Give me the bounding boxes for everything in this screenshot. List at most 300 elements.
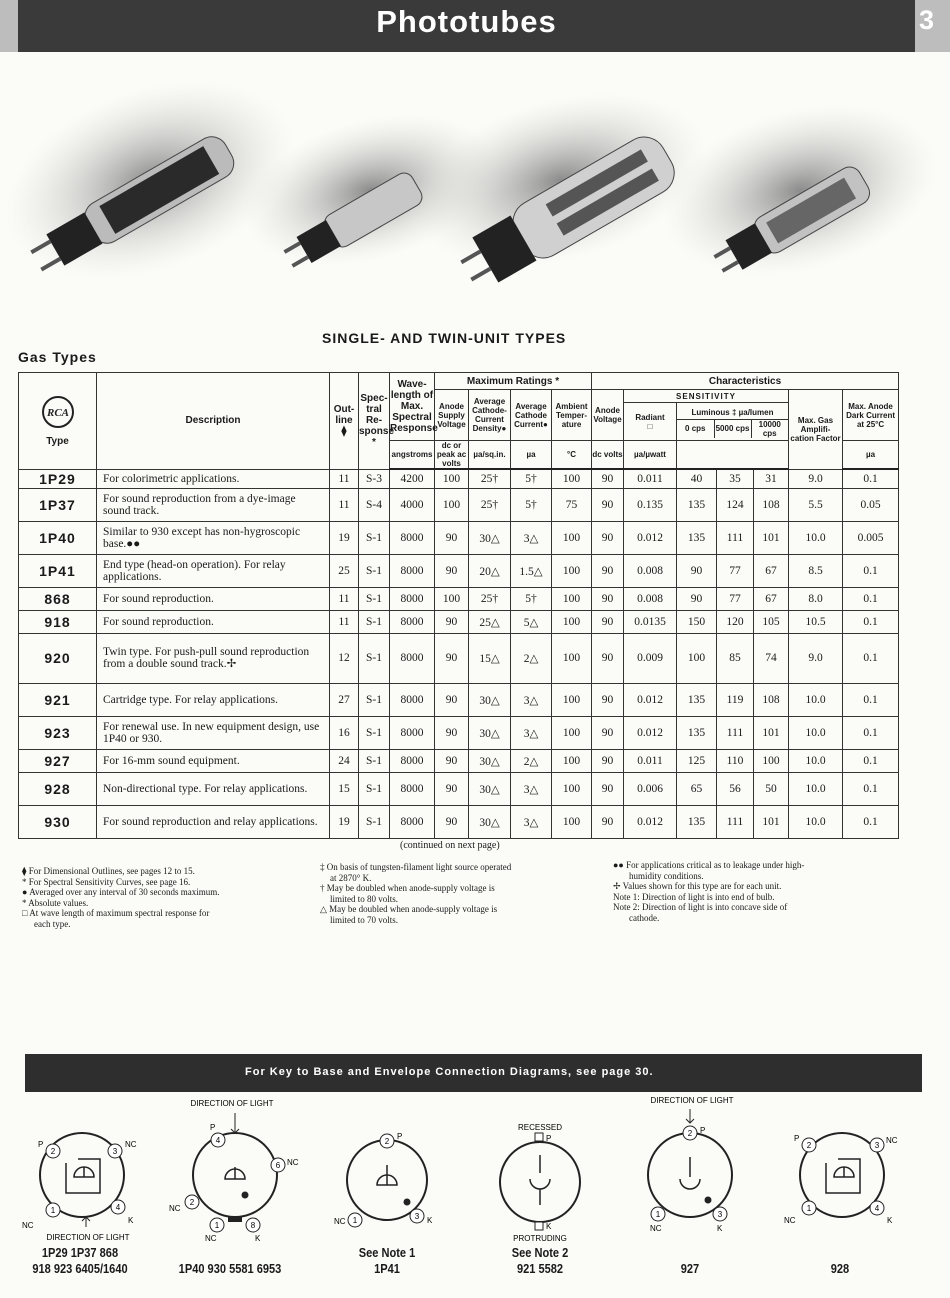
value-cell-wave: 8000 (390, 554, 435, 587)
tube-type-cell: 918 (19, 610, 97, 633)
tube-type-cell: 868 (19, 587, 97, 610)
value-cell-radiant: 0.008 (624, 587, 677, 610)
pin-label: NC (650, 1224, 662, 1233)
tube-type-cell: 928 (19, 772, 97, 805)
description-cell: Cartridge type. For relay applications. (97, 683, 330, 716)
avg-density-header: Average Cathode- Current Density● (469, 390, 511, 441)
characteristics-header: Characteristics (592, 373, 899, 390)
value-cell-density: 25△ (469, 610, 511, 633)
tube-type-cell: 921 (19, 683, 97, 716)
value-cell-outline: 16 (330, 716, 359, 749)
table-body (19, 469, 899, 838)
avg-density-unit: µa/sq.in. (469, 441, 511, 470)
anode-voltage-header: Anode Voltage (592, 390, 624, 441)
key-banner-text: For Key to Base and Envelope Connection Diagrams, see page 30. (245, 1066, 654, 1078)
value-cell-spectral: S-1 (359, 772, 390, 805)
protruding-label: PROTRUDING (513, 1234, 567, 1243)
value-cell-l5000: 124 (717, 488, 754, 521)
value-cell-current: 5† (511, 587, 552, 610)
description-header: Description (97, 373, 330, 470)
pin-label: K (255, 1234, 261, 1243)
table-row (19, 521, 899, 554)
value-cell-anode: 90 (592, 683, 624, 716)
diagram-caption: 921 5582 (516, 1261, 564, 1276)
value-cell-current: 3△ (511, 716, 552, 749)
page-number: 3 (918, 5, 934, 35)
base-diagram-4 (460, 1095, 620, 1295)
value-cell-gas: 8.5 (789, 554, 843, 587)
description-cell: For colorimetric applications. (97, 469, 330, 488)
footnote: humidity conditions. (629, 870, 704, 881)
value-cell-anode: 90 (592, 554, 624, 587)
pin-number: 6 (275, 1161, 281, 1170)
value-cell-dark: 0.1 (843, 554, 899, 587)
luminous-header-label: Luminous ‡ µa/lumen (677, 406, 788, 420)
radiant-header (624, 403, 677, 441)
value-cell-ambient: 100 (552, 772, 592, 805)
value-cell-anode: 90 (592, 587, 624, 610)
value-cell-spectral: S-1 (359, 749, 390, 772)
value-cell-supply: 100 (435, 488, 469, 521)
value-cell-anode: 90 (592, 772, 624, 805)
value-cell-outline: 11 (330, 587, 359, 610)
luminous-subheaders (677, 420, 788, 438)
footnote: ✢ Values shown for this type are for each unit. (613, 881, 782, 891)
value-cell-l5000: 110 (717, 749, 754, 772)
description-cell: For sound reproduction. (97, 587, 330, 610)
value-cell-dark: 0.1 (843, 749, 899, 772)
value-cell-dark: 0.1 (843, 805, 899, 838)
pin-label: NC (205, 1234, 217, 1243)
value-cell-spectral: S-1 (359, 521, 390, 554)
value-cell-anode: 90 (592, 469, 624, 488)
value-cell-density: 25† (469, 469, 511, 488)
value-cell-l0: 65 (677, 772, 717, 805)
footnote: Note 1: Direction of light is into end of bulb. (613, 891, 775, 902)
diagram-caption: 927 (680, 1261, 700, 1276)
value-cell-current: 2△ (511, 749, 552, 772)
value-cell-ambient: 100 (552, 749, 592, 772)
wavelength-unit: angstroms (390, 441, 435, 470)
pin-number: 1 (352, 1216, 358, 1225)
diagram-caption: See Note 1 (358, 1245, 416, 1260)
value-cell-ambient: 100 (552, 469, 592, 488)
diagram-caption: 1P41 (374, 1261, 400, 1276)
footnote: † May be doubled when anode-supply voltage is (320, 883, 495, 893)
pin-label: NC (22, 1221, 34, 1230)
value-cell-ambient: 100 (552, 805, 592, 838)
footnote: Note 2: Direction of light is into concave side of (613, 902, 788, 912)
pin-number: 2 (806, 1141, 812, 1150)
footnote: ‡ On basis of tungsten-filament light source operated (320, 862, 512, 872)
dark-current-header: Max. Anode Dark Current at 25°C (843, 390, 899, 441)
value-cell-l10000: 67 (754, 554, 789, 587)
spectral-header-label: Spec- tral Re- sponse (359, 393, 395, 438)
value-cell-supply: 90 (435, 610, 469, 633)
value-cell-l10000: 101 (754, 716, 789, 749)
value-cell-l0: 100 (677, 633, 717, 683)
value-cell-density: 25† (469, 488, 511, 521)
value-cell-l0: 150 (677, 610, 717, 633)
value-cell-l5000: 120 (717, 610, 754, 633)
value-cell-radiant: 0.012 (624, 716, 677, 749)
value-cell-ambient: 100 (552, 587, 592, 610)
base-diagram-svg (307, 1095, 467, 1245)
base-diagram-5 (610, 1095, 770, 1295)
table-row (19, 716, 899, 749)
value-cell-wave: 8000 (390, 772, 435, 805)
value-cell-outline: 11 (330, 469, 359, 488)
value-cell-l10000: 100 (754, 749, 789, 772)
pin-label: K (128, 1216, 134, 1225)
value-cell-l5000: 85 (717, 633, 754, 683)
value-cell-l0: 135 (677, 521, 717, 554)
value-cell-anode: 90 (592, 805, 624, 838)
value-cell-l0: 90 (677, 587, 717, 610)
description-cell: For sound reproduction from a dye-image sound track. (97, 488, 330, 521)
value-cell-anode: 90 (592, 633, 624, 683)
avg-current-unit: µa (511, 441, 552, 470)
value-cell-anode: 90 (592, 488, 624, 521)
value-cell-supply: 90 (435, 805, 469, 838)
value-cell-l10000: 67 (754, 587, 789, 610)
value-cell-l10000: 101 (754, 805, 789, 838)
description-cell: For sound reproduction. (97, 610, 330, 633)
pin-label: P (794, 1134, 800, 1143)
table-row (19, 749, 899, 772)
value-cell-l0: 125 (677, 749, 717, 772)
table-row (19, 633, 899, 683)
value-cell-wave: 8000 (390, 749, 435, 772)
value-cell-l5000: 35 (717, 469, 754, 488)
value-cell-current: 3△ (511, 683, 552, 716)
value-cell-ambient: 100 (552, 716, 592, 749)
description-cell: Similar to 930 except has non-hygroscopic base.●● (97, 521, 330, 554)
value-cell-density: 30△ (469, 683, 511, 716)
header-band (18, 0, 915, 52)
value-cell-l5000: 77 (717, 587, 754, 610)
type-header-label: Type (46, 436, 69, 448)
value-cell-l0: 90 (677, 554, 717, 587)
base-diagram-svg (150, 1095, 310, 1245)
pin-label: K (546, 1222, 552, 1231)
pin-label: P (546, 1134, 552, 1143)
value-cell-wave: 8000 (390, 683, 435, 716)
dark-current-unit: µa (843, 441, 899, 470)
value-cell-anode: 90 (592, 521, 624, 554)
value-cell-wave: 8000 (390, 805, 435, 838)
pin-number: 3 (717, 1210, 723, 1219)
footnotes-col-1 (22, 866, 219, 929)
footnotes-col-2 (320, 862, 511, 925)
value-cell-anode: 90 (592, 749, 624, 772)
max-gas-header: Max. Gas Amplifi- cation Factor (789, 390, 843, 470)
continued-note: (continued on next page) (400, 840, 500, 851)
avg-current-header: Average Cathode Current● (511, 390, 552, 441)
pin-number: 1 (655, 1210, 661, 1219)
value-cell-dark: 0.1 (843, 610, 899, 633)
pin-label: NC (169, 1204, 181, 1213)
base-diagram-6 (760, 1095, 920, 1295)
table-row (19, 587, 899, 610)
value-cell-l10000: 108 (754, 683, 789, 716)
tube-type-cell: 927 (19, 749, 97, 772)
spectral-mark: * (372, 437, 376, 449)
lum-5000-header: 5000 cps (714, 420, 751, 438)
outline-header-label: Out- line (333, 404, 355, 427)
value-cell-dark: 0.1 (843, 469, 899, 488)
recessed-label: RECESSED (517, 1123, 563, 1132)
value-cell-wave: 4200 (390, 469, 435, 488)
pin-number: 2 (384, 1137, 390, 1146)
value-cell-dark: 0.05 (843, 488, 899, 521)
footnote: at 2870° K. (330, 872, 372, 883)
value-cell-dark: 0.1 (843, 587, 899, 610)
pin-number: 4 (215, 1136, 221, 1145)
value-cell-gas: 9.0 (789, 633, 843, 683)
value-cell-l0: 135 (677, 683, 717, 716)
value-cell-radiant: 0.011 (624, 749, 677, 772)
value-cell-l5000: 111 (717, 805, 754, 838)
tube-type-cell: 920 (19, 633, 97, 683)
pin-number: 2 (687, 1129, 693, 1138)
pin-label: NC (784, 1216, 796, 1225)
description-cell: Non-directional type. For relay applications. (97, 772, 330, 805)
value-cell-supply: 90 (435, 521, 469, 554)
pin-number: 1 (806, 1204, 812, 1213)
tube-type-cell: 923 (19, 716, 97, 749)
footnote: each type. (34, 918, 71, 929)
value-cell-density: 30△ (469, 521, 511, 554)
value-cell-outline: 25 (330, 554, 359, 587)
table-row (19, 469, 899, 488)
pin-number: 8 (250, 1221, 256, 1230)
value-cell-dark: 0.1 (843, 633, 899, 683)
pin-label: NC (287, 1158, 299, 1167)
diagram-caption: 918 923 6405/1640 (32, 1261, 128, 1276)
diagram-caption: 1P40 930 5581 6953 (178, 1261, 282, 1276)
tube-type-cell: 930 (19, 805, 97, 838)
anode-voltage-unit: dc volts (592, 441, 624, 470)
radiant-mark: □ (647, 421, 653, 431)
value-cell-density: 30△ (469, 749, 511, 772)
outline-mark: ⧫ (341, 426, 347, 438)
value-cell-dark: 0.1 (843, 683, 899, 716)
table-row (19, 772, 899, 805)
value-cell-current: 5† (511, 488, 552, 521)
value-cell-radiant: 0.135 (624, 488, 677, 521)
rca-logo (41, 395, 75, 429)
value-cell-ambient: 100 (552, 683, 592, 716)
value-cell-l5000: 77 (717, 554, 754, 587)
footnote: limited to 70 volts. (330, 914, 399, 925)
value-cell-spectral: S-1 (359, 716, 390, 749)
value-cell-outline: 27 (330, 683, 359, 716)
direction-of-light-label: DIRECTION OF LIGHT (46, 1233, 130, 1242)
section-title: SINGLE- AND TWIN-UNIT TYPES (322, 330, 567, 346)
value-cell-radiant: 0.006 (624, 772, 677, 805)
value-cell-radiant: 0.0135 (624, 610, 677, 633)
value-cell-supply: 90 (435, 554, 469, 587)
value-cell-l10000: 105 (754, 610, 789, 633)
lum-0-header: 0 cps (677, 420, 714, 438)
pin-label: K (887, 1216, 893, 1225)
value-cell-l0: 135 (677, 716, 717, 749)
footnote: * Absolute values. (22, 897, 89, 908)
pin-label: K (717, 1224, 723, 1233)
base-diagram-3 (307, 1095, 467, 1295)
value-cell-radiant: 0.011 (624, 469, 677, 488)
base-diagram-1 (0, 1095, 160, 1295)
value-cell-spectral: S-1 (359, 805, 390, 838)
value-cell-supply: 100 (435, 469, 469, 488)
value-cell-wave: 8000 (390, 521, 435, 554)
luminous-unit-spacer (677, 441, 789, 470)
value-cell-gas: 10.0 (789, 683, 843, 716)
value-cell-spectral: S-4 (359, 488, 390, 521)
tube-type-cell: 1P40 (19, 521, 97, 554)
rca-logo-text: RCA (46, 407, 69, 420)
base-diagram-svg (610, 1095, 770, 1245)
value-cell-spectral: S-3 (359, 469, 390, 488)
value-cell-supply: 90 (435, 683, 469, 716)
value-cell-outline: 19 (330, 521, 359, 554)
value-cell-gas: 10.0 (789, 772, 843, 805)
footnote: cathode. (629, 912, 660, 923)
pin-label: K (427, 1216, 433, 1225)
value-cell-anode: 90 (592, 610, 624, 633)
value-cell-spectral: S-1 (359, 610, 390, 633)
pin-number: 3 (112, 1147, 118, 1156)
page-header (0, 0, 950, 52)
value-cell-current: 2△ (511, 633, 552, 683)
max-ratings-header: Maximum Ratings * (435, 373, 592, 390)
pin-label: P (210, 1123, 216, 1132)
direction-of-light-label: DIRECTION OF LIGHT (190, 1099, 274, 1108)
value-cell-supply: 90 (435, 716, 469, 749)
base-diagram-svg (760, 1095, 920, 1245)
pin-number: 3 (414, 1212, 420, 1221)
value-cell-l0: 40 (677, 469, 717, 488)
base-diagram-svg (460, 1095, 620, 1245)
value-cell-l5000: 111 (717, 521, 754, 554)
pin-number: 2 (189, 1198, 195, 1207)
description-cell: For renewal use. In new equipment design, use 1P40 or 930. (97, 716, 330, 749)
value-cell-density: 15△ (469, 633, 511, 683)
value-cell-spectral: S-1 (359, 554, 390, 587)
diagram-caption: 928 (830, 1261, 850, 1276)
pin-label: P (397, 1132, 403, 1141)
tube-type-cell: 1P37 (19, 488, 97, 521)
value-cell-spectral: S-1 (359, 683, 390, 716)
value-cell-radiant: 0.012 (624, 805, 677, 838)
value-cell-density: 30△ (469, 772, 511, 805)
phototubes-photo (0, 70, 950, 310)
pin-number: 3 (874, 1141, 880, 1150)
description-cell: For 16-mm sound equipment. (97, 749, 330, 772)
pin-label: P (38, 1140, 44, 1149)
footnote: limited to 80 volts. (330, 893, 399, 904)
value-cell-dark: 0.1 (843, 772, 899, 805)
anode-supply-unit: dc or peak ac volts (435, 441, 469, 470)
value-cell-gas: 8.0 (789, 587, 843, 610)
pin-number: 4 (874, 1204, 880, 1213)
value-cell-radiant: 0.012 (624, 683, 677, 716)
value-cell-supply: 90 (435, 772, 469, 805)
table-row (19, 683, 899, 716)
ambient-header: Ambient Temper- ature (552, 390, 592, 441)
outline-header (330, 373, 359, 470)
value-cell-l10000: 31 (754, 469, 789, 488)
value-cell-ambient: 100 (552, 610, 592, 633)
value-cell-outline: 19 (330, 805, 359, 838)
value-cell-current: 5† (511, 469, 552, 488)
table-row (19, 488, 899, 521)
subsection-title: Gas Types (18, 349, 97, 365)
tube-type-cell: 1P41 (19, 554, 97, 587)
value-cell-l0: 135 (677, 488, 717, 521)
value-cell-density: 30△ (469, 716, 511, 749)
value-cell-radiant: 0.008 (624, 554, 677, 587)
value-cell-outline: 24 (330, 749, 359, 772)
value-cell-supply: 90 (435, 633, 469, 683)
value-cell-supply: 100 (435, 587, 469, 610)
tube-type-cell: 1P29 (19, 469, 97, 488)
anode-supply-header: Anode Supply Voltage (435, 390, 469, 441)
radiant-header-label: Radiant (635, 412, 665, 422)
table-row (19, 554, 899, 587)
value-cell-wave: 8000 (390, 610, 435, 633)
footnotes-col-3 (613, 860, 804, 923)
value-cell-wave: 8000 (390, 716, 435, 749)
value-cell-gas: 5.5 (789, 488, 843, 521)
pin-label: NC (334, 1217, 346, 1226)
pin-number: 4 (115, 1203, 121, 1212)
description-cell: End type (head-on operation). For relay applications. (97, 554, 330, 587)
value-cell-outline: 11 (330, 488, 359, 521)
value-cell-current: 3△ (511, 772, 552, 805)
value-cell-wave: 4000 (390, 488, 435, 521)
value-cell-outline: 11 (330, 610, 359, 633)
value-cell-dark: 0.1 (843, 716, 899, 749)
value-cell-current: 1.5△ (511, 554, 552, 587)
value-cell-l10000: 108 (754, 488, 789, 521)
pin-label: NC (125, 1140, 137, 1149)
diagram-caption: 1P29 1P37 868 (41, 1245, 119, 1260)
pin-label: P (700, 1126, 706, 1135)
direction-of-light-label: DIRECTION OF LIGHT (650, 1096, 734, 1105)
base-diagram-2 (150, 1095, 310, 1295)
luminous-header (677, 403, 789, 441)
footnote: ●● For applications critical as to leakage under high- (613, 860, 805, 870)
value-cell-gas: 10.0 (789, 805, 843, 838)
value-cell-l5000: 119 (717, 683, 754, 716)
footnote: ⧫ For Dimensional Outlines, see pages 12 to 15. (22, 866, 195, 876)
pin-number: 2 (50, 1147, 56, 1156)
radiant-unit: µa/µwatt (624, 441, 677, 470)
footnote: △ May be doubled when anode-supply voltage is (320, 904, 498, 914)
table-row (19, 610, 899, 633)
ambient-unit: °C (552, 441, 592, 470)
value-cell-spectral: S-1 (359, 633, 390, 683)
footnote: * For Spectral Sensitivity Curves, see page 16. (22, 876, 191, 887)
value-cell-anode: 90 (592, 716, 624, 749)
value-cell-ambient: 100 (552, 554, 592, 587)
value-cell-wave: 8000 (390, 633, 435, 683)
value-cell-spectral: S-1 (359, 587, 390, 610)
table-row (19, 805, 899, 838)
value-cell-ambient: 75 (552, 488, 592, 521)
